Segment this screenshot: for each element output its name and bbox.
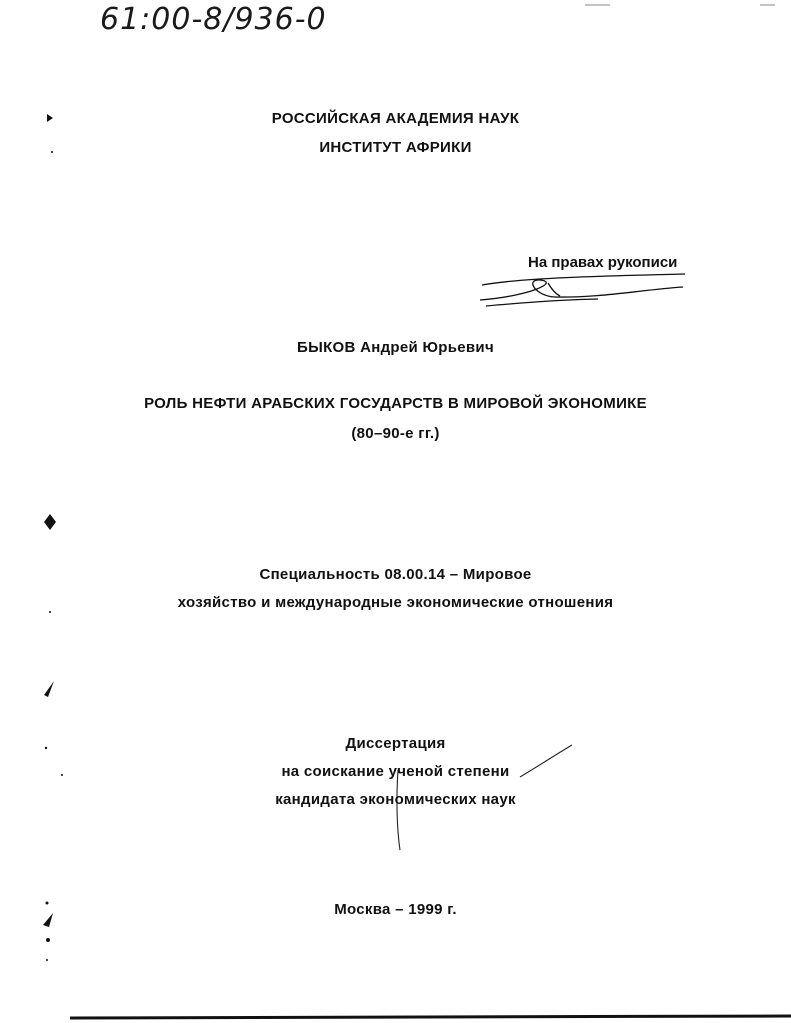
author-name: БЫКОВ Андрей Юрьевич [297,339,494,356]
academy-name: РОССИЙСКАЯ АКАДЕМИЯ НАУК [271,110,520,127]
signature [480,274,685,306]
institute-name: ИНСТИТУТ АФРИКИ [319,139,472,156]
dissertation-title: РОЛЬ НЕФТИ АРАБСКИХ ГОСУДАРСТВ В МИРОВОЙ ЭКОНОМИКЕ [144,395,647,412]
scan-edge-line [70,1016,791,1018]
handwritten-archive-number: 61:00-8/936-0 [100,2,327,37]
specialty-line-1: Специальность 08.00.14 – Мировое [259,566,532,583]
margin-specks [43,114,63,961]
place-and-year: Москва – 1999 г. [334,901,457,918]
specialty-line-2: хозяйство и международные экономические отношения [177,594,614,611]
dissertation-label: Диссертация [345,735,446,752]
manuscript-rights-note: На правах рукописи [528,254,678,271]
dissertation-title-period: (80–90-е гг.) [351,425,440,442]
degree-line-2: кандидата экономических наук [275,791,516,808]
degree-line-1: на соискание ученой степени [281,763,510,780]
